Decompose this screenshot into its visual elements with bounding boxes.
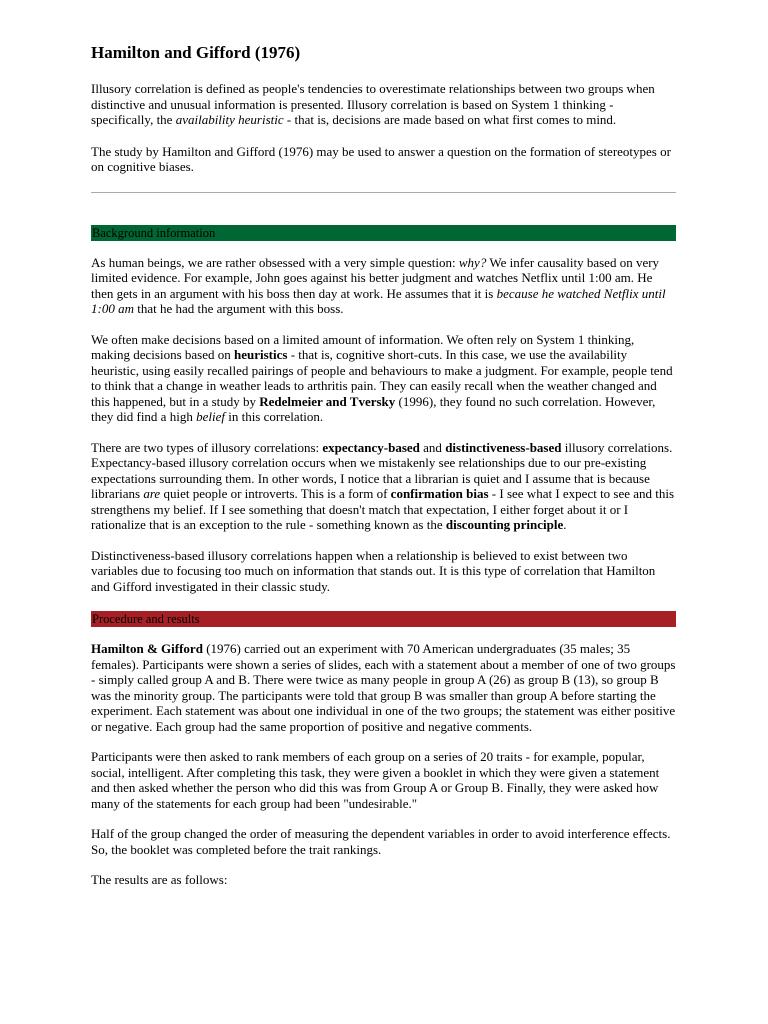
intro-paragraph-2: The study by Hamilton and Gifford (1976) may be used to answer a question on the formation of stereotypes or on cognitive biases. [91, 143, 671, 174]
background-section-heading: Background information [91, 225, 676, 241]
background-paragraph-4: Distinctiveness-based illusory correlations happen when a relationship is believed to exist between two variables due to focusing too much on information that stands out. It is this type of correlation that Hamilton and Gifford investigated in their classic study. [91, 547, 656, 594]
procedure-section-heading: Procedure and results [91, 611, 676, 627]
availability-heuristic-term: availability heuristic [175, 112, 284, 127]
intro-paragraph-1: Illusory correlation is defined as people's tendencies to overestimate relationships between two groups when distinctive and unusual information is presented. Illusory correlation is based on System 1 thinking - specifically, the availability heuristic - that is, decisions are made based on what first comes to mind. [91, 81, 655, 127]
background-paragraph-2: We often make decisions based on a limited amount of information. We often rely on System 1 thinking, making decisions based on heuristics - that is, cognitive short-cuts. In this case, we use the availability heuristic, using easily recalled pairings of people and behaviours to make a judgment. For example, people tend to think that a change in weather leads to arthritis pain. They can easily recall when the weather changed and this happened, but in a study by Redelmeier and Tversky (1996), they found no such correlation. However, they did find a high belief in this correlation. [91, 331, 673, 424]
background-paragraph-1: As human beings, we are rather obsessed with a very simple question: why? We infer causality based on very limited evidence. For example, John goes against his better judgment and watches Netflix until 1:00 am. He then gets in an argument with his boss then day at work. He assumes that it is because he watched Netflix until 1:00 am that he had the argument with this boss. [91, 254, 666, 316]
procedure-paragraph-1: Hamilton & Gifford (1976) carried out an experiment with 70 American undergraduates (35 males; 35 females). Participants were shown a series of slides, each with a statement about a member of one of two groups - simply called group A and B. There were twice as many people in group A (26) as group B (13), so group B was the minority group. The participants were told that group B was smaller than group A before starting the experiment. Each statement was about one individual in one of the two groups; the statement was either positive or negative. Each group had the same proportion of positive and negative comments. [91, 641, 676, 734]
procedure-paragraph-4: The results are as follows: [91, 872, 228, 887]
procedure-paragraph-3: Half of the group changed the order of measuring the dependent variables in order to avoid interference effects. So, the booklet was completed before the trait rankings. [91, 826, 671, 857]
procedure-paragraph-2: Participants were then asked to rank members of each group on a series of 20 traits - for example, popular, social, intelligent. After completing this task, they were given a booklet in which they were given a statement and then asked whether the person who did this was from Group A or Group B. Finally, they were asked how many of the statements for each group had been "undesirable." [91, 749, 660, 811]
section-divider [91, 192, 676, 193]
background-paragraph-3: There are two types of illusory correlations: expectancy-based and distinctiveness-based illusory correlations. Expectancy-based illusory correlation occurs when we mistakenly see relationships due to our pre-existing expectations surrounding them. In other words, I notice that a librarian is quiet and I assume that is because librarians are quiet people or introverts. This is a form of confirmation bias - I see what I expect to see and this strengthens my belief. If I see something that doesn't match that expectation, I either forget about it or I rationalize that is an exception to the rule - something known as the discounting principle. [91, 439, 675, 532]
document-title: Hamilton and Gifford (1976) [91, 43, 301, 62]
